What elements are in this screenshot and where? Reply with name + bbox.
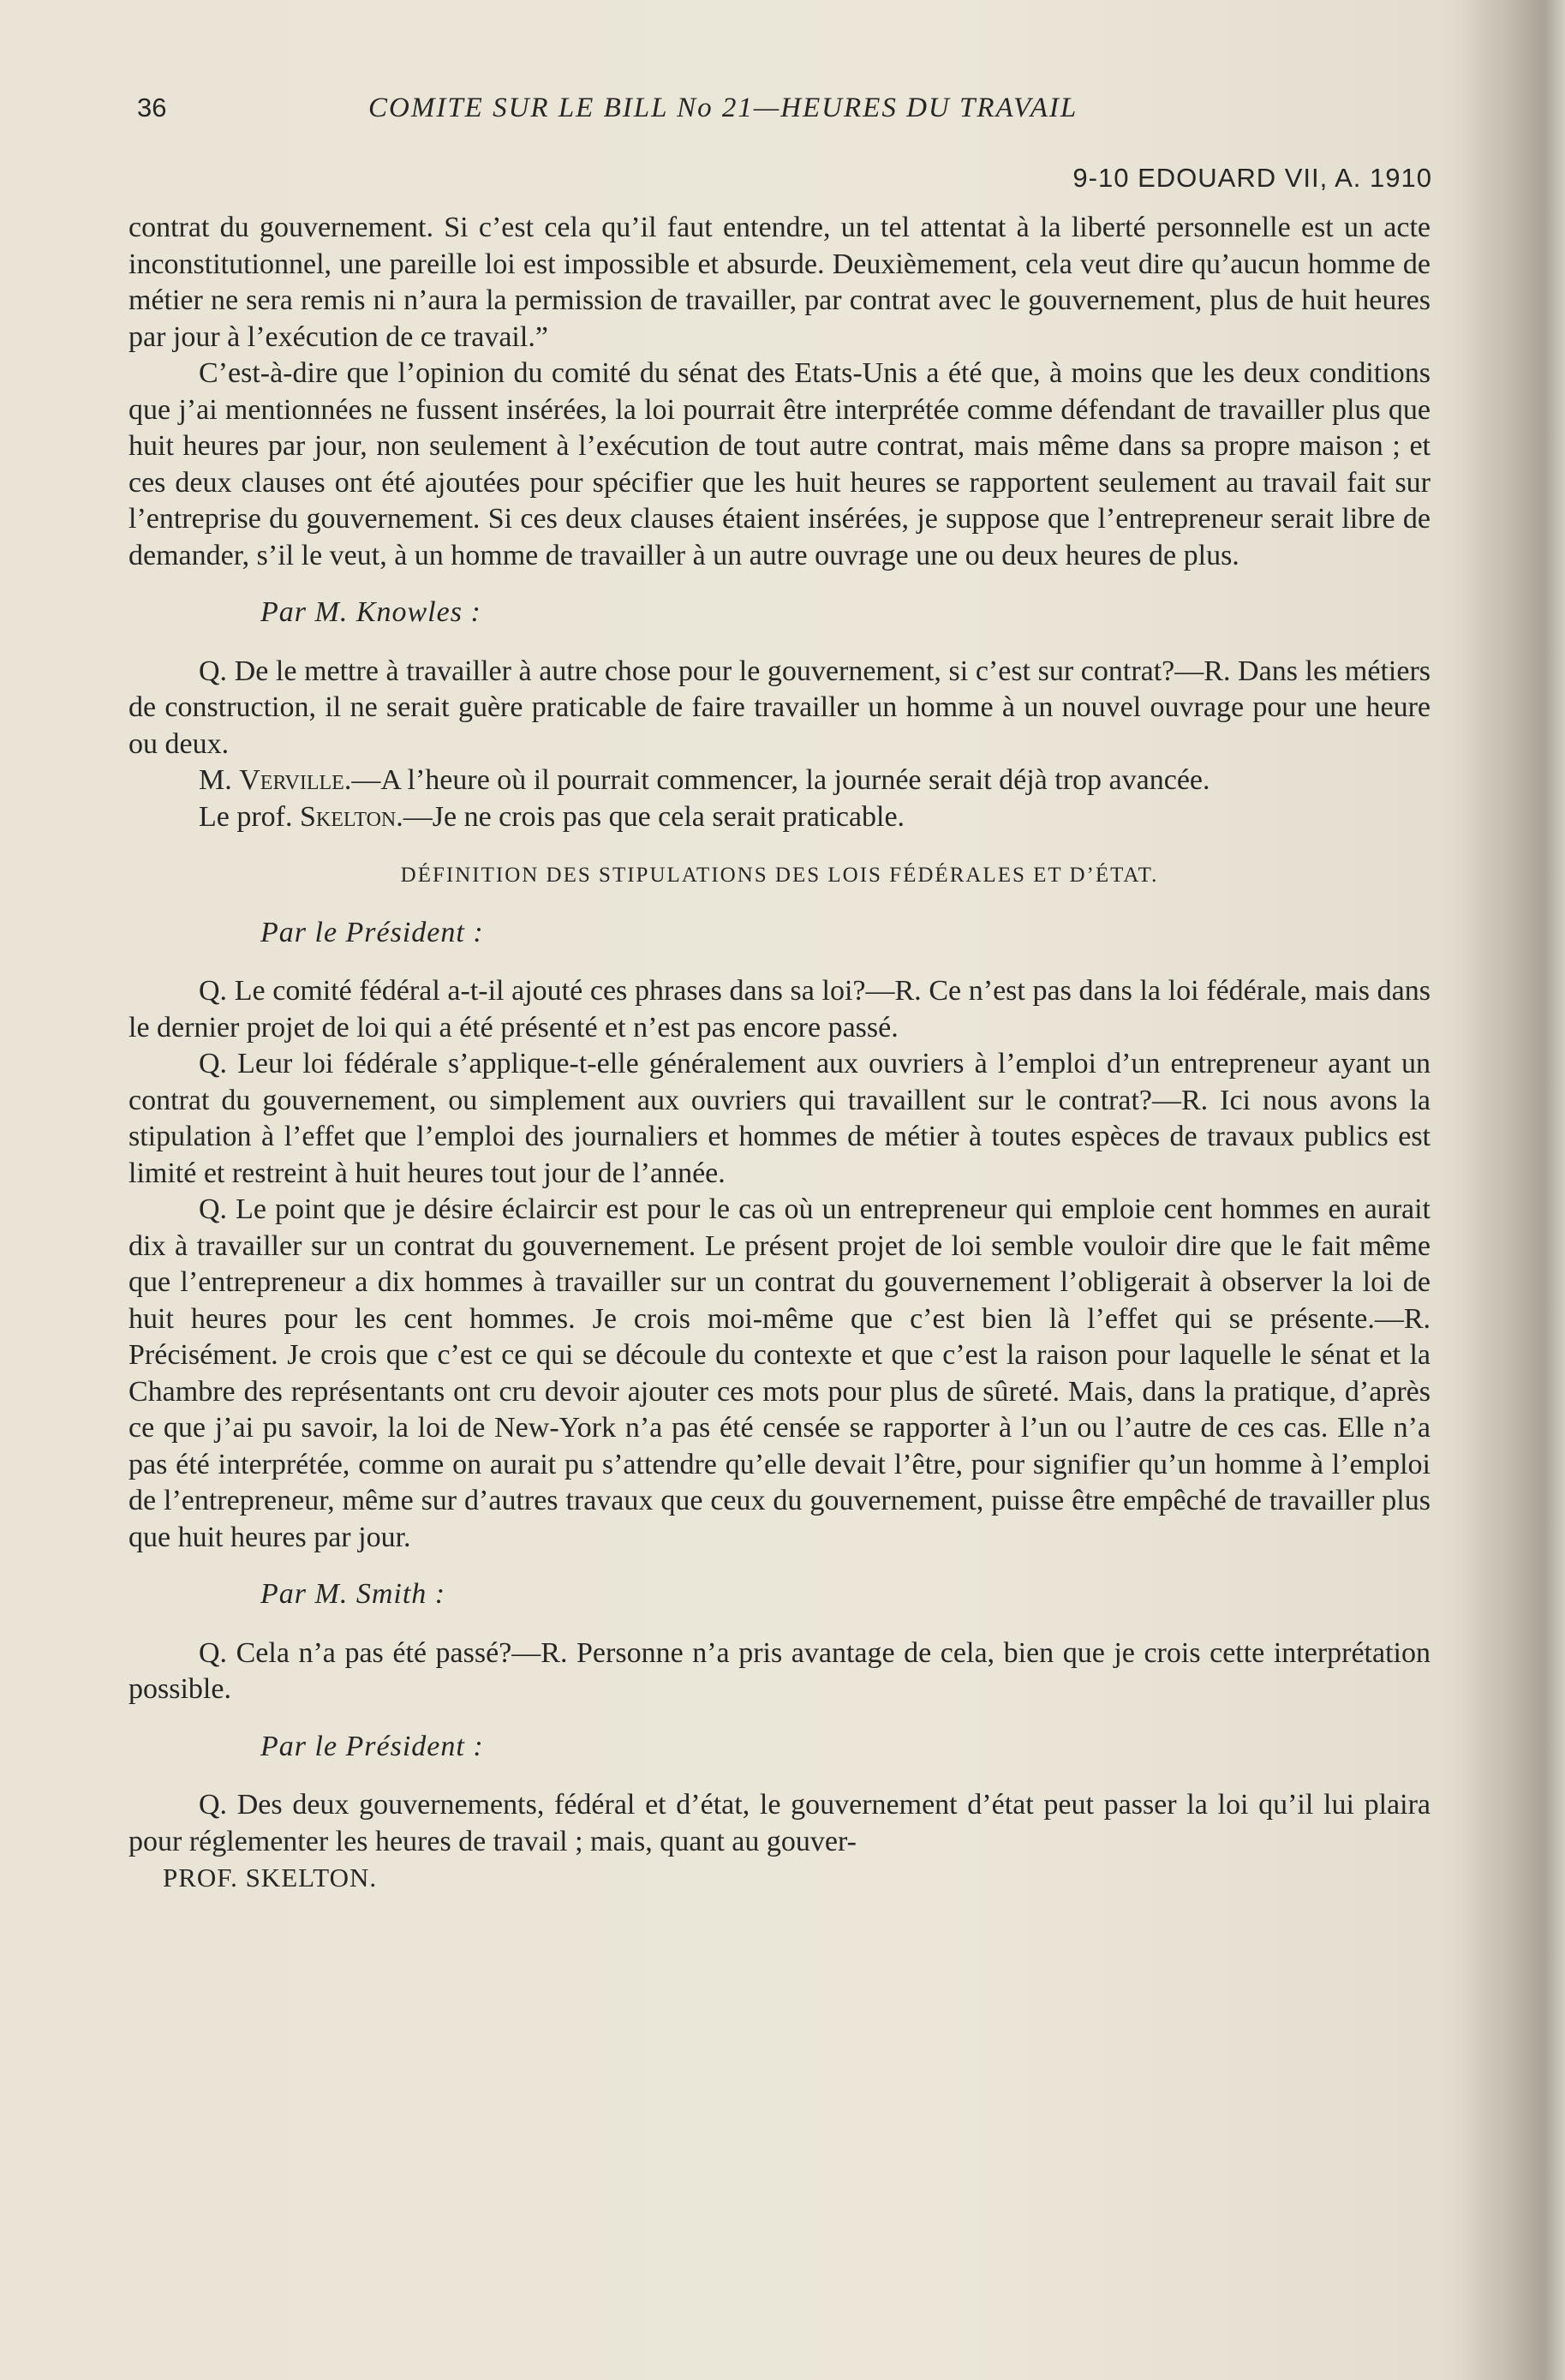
paragraph: C’est-à-dire que l’opinion du comité du sénat des Etats-Unis a été que, à moins que les deux conditions que j’ai mentionnées ne fussent insérées, la loi pourrait être interprétée comme défendant de travailler plus que huit heures par jour, non seulement à l’exécution de tout autre contrat, mais même dans sa propre maison ; et ces deux clauses ont été ajoutées pour spécifier que les huit heures se rapportent seulement au travail fait sur l’entreprise du gouvernement. Si ces deux clauses étaient insérées, je suppose que l’entrepreneur serait libre de demander, s’il le veut, à un homme de travailler à un autre ouvrage une ou deux heures de plus. (128, 357, 1431, 571)
header-title: COMITE SUR LE BILL No 21—HEURES DU TRAVAIL (368, 93, 1078, 123)
witness-name: PROF. SKELTON. (163, 1863, 378, 1893)
paragraph-text: —A l’heure où il pourrait commencer, la journée serait déjà trop avancée. (351, 764, 1210, 796)
page-number: 36 (137, 93, 167, 123)
paragraph: Q. Leur loi fédérale s’applique-t-elle généralement aux ouvriers à l’emploi d’un entrepreneur ayant un contrat du gouvernement, ou simplement aux ouvriers qui travaillent sur le contrat?—R. Ici nous avons la stipulation à l’effet que l’emploi des journaliers et hommes de métier à toutes espèces de travaux publics est limité et restreint à huit heures tout jour de l’année. (128, 1048, 1431, 1189)
speaker-heading: Par M. Smith : (260, 1578, 446, 1610)
running-header (128, 93, 1431, 130)
speaker-name: Skelton. (300, 800, 403, 833)
speaker-name: Verville. (239, 764, 352, 796)
session-label: 9-10 EDOUARD VII, A. 1910 (1072, 163, 1432, 193)
speaker-heading: Par le Président : (260, 1730, 484, 1762)
page-gutter-shadow (1462, 0, 1565, 2380)
paragraph: Q. Le point que je désire éclaircir est pour le cas où un entrepreneur qui emploie cent hommes en aurait dix à travailler sur un contrat du gouvernement. Le présent projet de loi semble vouloir dire que le fait même que l’entrepreneur a dix hommes à travailler sur un contrat du gouvernement l’obligerait à observer la loi de huit heures pour les cent hommes. Je crois moi-même que c’est bien là l’effet qui se présente.—R. Précisément. Je crois que c’est ce qui se découle du contexte et que c’est la raison pour laquelle le sénat et la Chambre des représentants ont cru devoir ajouter ces mots pour plus de sûreté. Mais, dans la pratique, d’après ce que j’ai pu savoir, la loi de New-York n’a pas été censée se rapporter à l’un ou l’autre de ces cas. Elle n’a pas été interprétée, comme on aurait pu s’attendre qu’elle devait l’être, pour signifier qu’un homme à l’emploi de l’entrepreneur, même sur d’autres travaux que ceux du gouvernement, puisse être empêché de travailler plus que huit heures par jour. (128, 1193, 1431, 1553)
paragraph: Q. Cela n’a pas été passé?—R. Personne n’a pris avantage de cela, bien que je crois cette interprétation possible. (128, 1636, 1431, 1705)
speaker-heading: Par le Président : (260, 916, 484, 948)
paragraph (128, 762, 1431, 799)
paragraph: Q. De le mettre à travailler à autre chose pour le gouvernement, si c’est sur contrat?—R. Dans les métiers de construction, il ne serait guère praticable de faire travailler un homme à un nouvel ouvrage pour une heure ou deux. (128, 655, 1431, 760)
paragraph: Q. Des deux gouvernements, fédéral et d’état, le gouvernement d’état peut passer la loi qu’il lui plaira pour réglementer les heures de travail ; mais, quant au gouver- (128, 1789, 1431, 1857)
speaker-prefix: Le prof. (199, 800, 301, 833)
paragraph: contrat du gouvernement. Si c’est cela qu’il faut entendre, un tel attentat à la liberté personnelle est un acte inconstitutionnel, une pareille loi est impossible et absurde. Deuxièmement, cela veut dire qu’aucun homme de métier ne sera remis ni n’aura la permission de travailler, par contrat avec le gouvernement, plus de huit heures par jour à l’exécution de ce travail.” (128, 212, 1431, 353)
body-text (128, 210, 1431, 1897)
section-heading: DÉFINITION DES STIPULATIONS DES LOIS FÉDÉRALES ET D’ÉTAT. (400, 864, 1159, 887)
paragraph (128, 799, 1431, 836)
speaker-heading: Par M. Knowles : (260, 596, 481, 628)
paragraph: Q. Le comité fédéral a-t-il ajouté ces phrases dans sa loi?—R. Ce n’est pas dans la loi fédérale, mais dans le dernier projet de loi qui a été présenté et n’est pas encore passé. (128, 975, 1431, 1043)
speaker-prefix: M. (199, 764, 240, 796)
paragraph-text: —Je ne crois pas que cela serait praticable. (403, 800, 905, 833)
